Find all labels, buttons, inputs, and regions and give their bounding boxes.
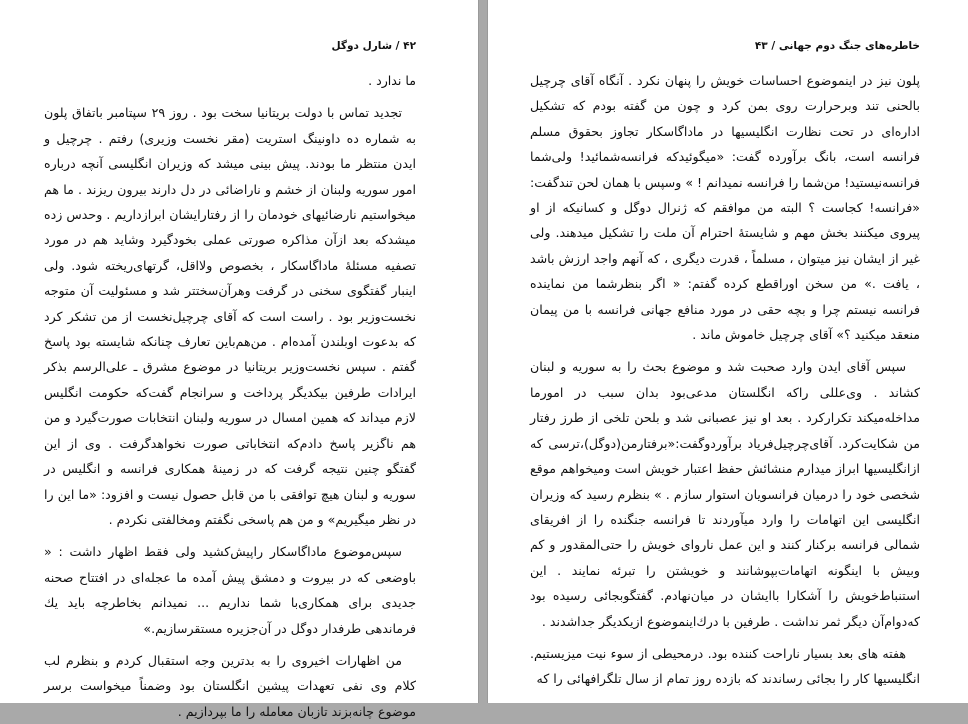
- left-paragraph-2: تجدید تماس با دولت بریتانیا سخت بود . روز ۲۹ سپتامبر باتفاق پلون به شماره ده داونینگ استریت (مقر نخست وزیری) رفتم . چرچیل و ایدن منتظر ما بودند. پیش بینی میشد که وزیران انگلیسی آنچه درباره امور سوریه ولبنان از خشم و ناراضائی در دل دارند بیرون ریزند . ما هم میخواستیم نارضائیهای خودمان را از رفتارایشان ابرازداریم . وحدس زده میشدکه بعد ازآن مذاکره صورتی عملی بخودگیرد وشاید هم در مورد تصفیه مسئلهٔ ماداگاسکار ، بخصوص ولااقل، گرتهای‌ریخته شود. ولی اینبار گفتگوی سخنی در گرفت وهرآن‌سختتر شد و مسئولیت آن متوجه نخست‌وزیر بود . راست است که آقای چرچیل‌نخست از من تشکر کرد که بدعوت اوبلندن آمده‌ام . من‌هم‌باین تعارف چنانکه شایسته بود پاسخ گفتم . سپس نخست‌وزیر بریتانیا در موضوع مشرق ـ علی‌الرسم بذکر ایرادات طرفین بیکدیگر پرداخت و سرانجام گفت‌که حکومت انگلیس لازم میداند که همین امسال در سوریه ولبنان انتخابات صورت‌گیرد و من هم ناگزیر پاسخ دادم‌که انتخاباتی صورت نخواهدگرفت . وی از این گفتگو چنین نتیجه گرفت که در زمینهٔ همکاری فرانسه و انگلیس در سوریه و لبنان هیچ توافقی با من قابل حصول نیست و افزود: «ما این را در نظر میگیریم» و من هم پاسخی نگفتم ومخالفتی نکردم .: [44, 105, 416, 527]
- right-book-page: [487, 0, 968, 703]
- left-page-header: ۴۲ / شارل دوگل: [331, 40, 416, 52]
- right-paragraph-1: پلون نیز در اینموضوع احساسات خویش را پنهان نکرد . آنگاه آقای چرچیل بالحنی تند وبرحرارت روی بمن کرد و چون من گفته بودم که تشکیل اداره‌ای در تحت نظارت انگلیسیها در ماداگاسکار تجاوز بحقوق مسلم فرانسه است، بانگ برآورده گفت: «میگوئیدکه فرانسه‌شمائید! ولی‌شما فرانسه‌نیستید! من‌شما را فرانسه نمیدانم ! » وسپس با همان لحن تندگفت: «فرانسه! کجاست ؟ البته من موافقم که ژنرال دوگل و کسانیکه از او پیروی میکنند بخش مهم و شایستهٔ احترام آن ملت را تشکیل میدهند. ولی غیر از ایشان نیز میتوان ، مسلماً ، قدرت دیگری ، که آنهم واجد ارزش باشد ، یافت .» من سخن اوراقطع کرده گفتم: « اگر بنظرشما من نماینده فرانسه نیستم چرا و بچه حقی در مورد منافع جهانی فرانسه با من پیمان منعقد میکنید ؟» آقای چرچیل خاموش ماند .: [530, 73, 920, 343]
- right-page-header: خاطره‌های جنگ دوم جهانی / ۴۳: [754, 40, 920, 52]
- left-paragraph-4: من اظهارات اخیروی را به بدترین وجه استقبال کردم و بنظرم لب کلام وی نفی تعهدات پیشین انگلستان بود وضمناً میخواست برسر موضوع چانه‌بزند تاز‌بان معامله را ما بپردازیم .: [44, 652, 416, 719]
- left-paragraph-3: سپس‌موضوع ماداگاسکار راپیش‌کشید ولی فقط اظهار داشت : « باوضعی که در بیروت و دمشق پیش آمده ما عجله‌ای در افتتاح صحنه جدیدی برای همکاری‌با شما نداریم ... نمیدانم بخاطرچه باید یك فرماندهی طرفدار دوگل در آن‌جزیره مستقرسازیم.»: [44, 544, 416, 636]
- right-paragraph-3: هفته های بعد بسیار ناراحت کننده بود. درمحیطی از سوء نیت میزیستیم. انگلیسیها کار را بجائی رساندند که بازده روز تمام از سال تلگرافهائی را که: [530, 645, 920, 687]
- left-paragraph-1: ما ندارد .: [368, 73, 416, 88]
- right-paragraph-2: سپس آقای ایدن وارد صحبت شد و موضوع بحث را به سوریه و لبنان کشاند . وی‌عللی راکه انگلستان مدعی‌بود بدان سبب در امورما مداخله‌میکند تکرارکرد . بعد او نیز عصبانی شد و بلحن تلخی از طرز رفتار من شکایت‌کرد. آقای‌چرچیل‌فریاد برآوردوگفت:«برفتارمن(دوگل)،ترسی که ازانگلیسیها ابراز میدارم منشائش حفظ اعتبار خویش است ومیخواهم موقع شخصی خود را درمیان فرانسویان استوار سازم . » بنظرم رسید که وزیران انگلیسی این اتهامات را وارد میآوردند تا فرانسه جنگنده را از افریقای شمالی فرانسه برکنار کنند و این عمل ناروای خویش را حتی‌المقدور و کم وبیش با اینگونه اتهامات‌بپوشانند و خویشتن را تبرئه نمایند . این استنباط‌خویش را آشکارا باایشان در میان‌نهادم. گفتگوبجائی رسیده بود که‌دوام‌آن دیگر ثمر نداشت . طرفین با درك‌اینموضوع ازیکدیگر جداشدند .: [530, 359, 920, 629]
- left-book-page: [0, 0, 479, 719]
